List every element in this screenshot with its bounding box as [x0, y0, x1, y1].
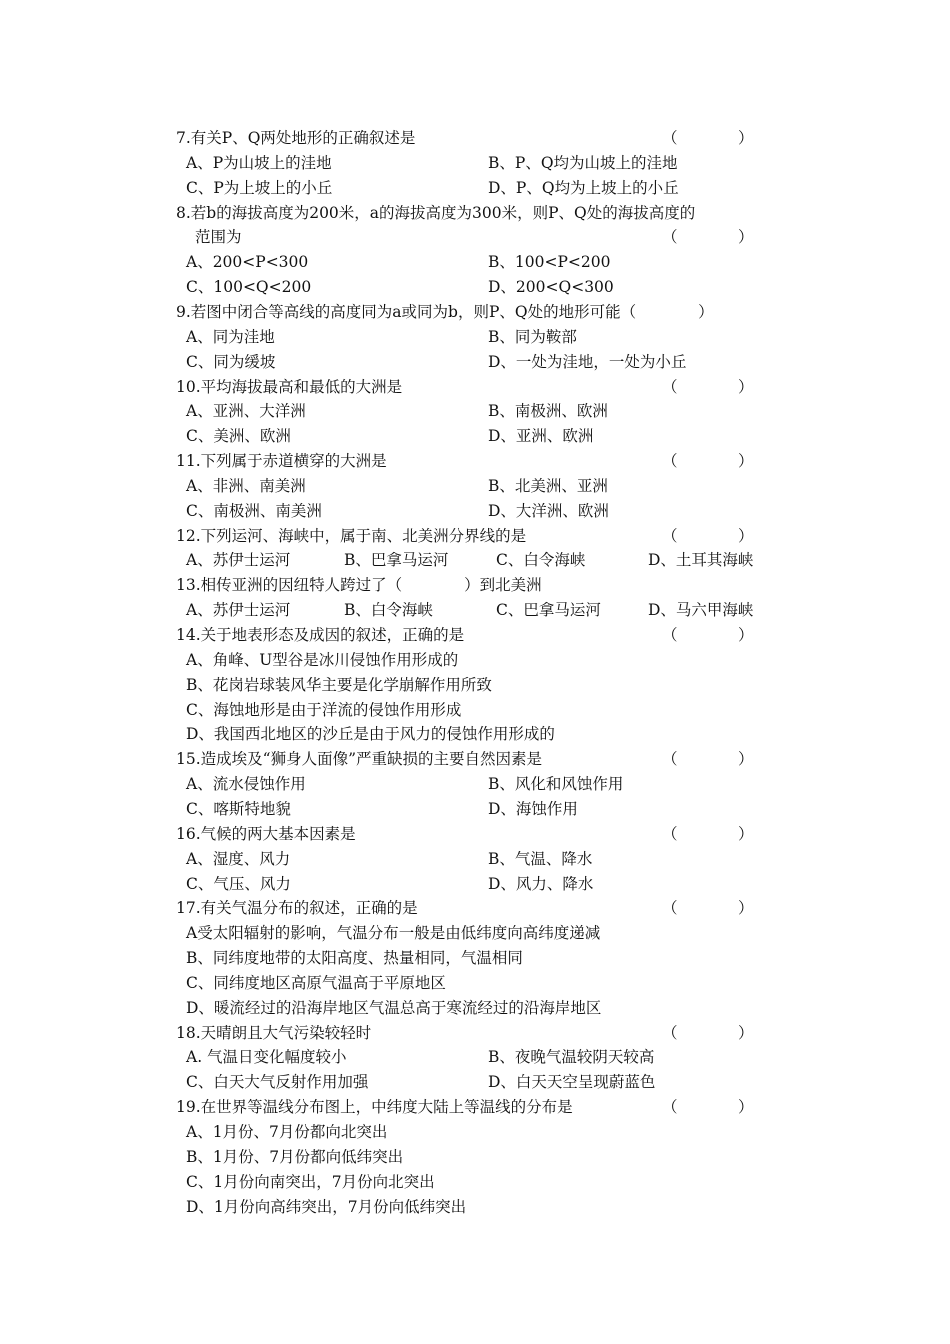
option: A、苏伊士运河 [186, 551, 291, 570]
option: D、P、Q均为上坡上的小丘 [488, 178, 679, 197]
option-row [0, 275, 950, 300]
option: B、风化和风蚀作用 [488, 775, 624, 794]
option: C、同纬度地区高原气温高于平原地区 [186, 973, 446, 992]
question-line [0, 524, 950, 549]
option-row [0, 946, 950, 971]
question-line [0, 126, 950, 151]
option: B、北美洲、亚洲 [488, 476, 608, 495]
option-row [0, 399, 950, 424]
answer-paren-close: ） [738, 1023, 754, 1042]
question-line [0, 747, 950, 772]
option: B、P、Q均为山坡上的洼地 [488, 153, 678, 172]
option: B、同纬度地带的太阳高度、热量相同，气温相同 [186, 949, 523, 968]
answer-paren-open: （ [662, 1098, 678, 1117]
question-stem: 17.有关气温分布的叙述，正确的是 [176, 899, 418, 918]
option-row [0, 1045, 950, 1070]
option: A、流水侵蚀作用 [186, 775, 306, 794]
question-line [0, 449, 950, 474]
question-stem: 19.在世界等温线分布图上，中纬度大陆上等温线的分布是 [176, 1098, 573, 1117]
option-row [0, 424, 950, 449]
answer-paren-close: ） [738, 129, 754, 147]
answer-paren-close: ） [738, 899, 754, 918]
option: B、气温、降水 [488, 849, 593, 868]
question-line [0, 573, 950, 598]
option: D、亚洲、欧洲 [488, 427, 594, 446]
question-line [0, 1095, 950, 1120]
question-stem: 11.下列属于赤道横穿的大洲是 [176, 452, 387, 471]
answer-paren-close: ） [738, 824, 754, 843]
option-row [0, 772, 950, 797]
answer-paren-close: ） [738, 626, 754, 644]
answer-paren-close: ） [738, 750, 754, 769]
answer-paren-close: ） [738, 1098, 754, 1117]
question-stem: 9.若图中闭合等高线的高度同为a或同为b，则P、Q处的地形可能（ ） [176, 302, 714, 321]
question-stem: 7.有关P、Q两处地形的正确叙述是 [176, 129, 416, 147]
answer-paren-close: ） [738, 377, 754, 396]
option: C、白令海峡 [496, 551, 586, 570]
option: B、巴拿马运河 [344, 551, 449, 570]
option: B、花岗岩球装风华主要是化学崩解作用所致 [186, 675, 492, 694]
answer-paren-open: （ [662, 228, 678, 247]
option-row [0, 325, 950, 350]
option-row [0, 722, 950, 747]
answer-paren-open: （ [662, 824, 678, 843]
option: A、P为山坡上的洼地 [186, 153, 332, 172]
option: C、气压、风力 [186, 874, 291, 893]
question-stem: 18.天晴朗且大气污染较轻时 [176, 1023, 372, 1042]
option: C、白天大气反射作用加强 [186, 1073, 369, 1092]
question-line [0, 1021, 950, 1046]
option: D、海蚀作用 [488, 799, 578, 818]
answer-paren-open: （ [662, 452, 678, 471]
option: C、美洲、欧洲 [186, 427, 291, 446]
option: A、角峰、U型谷是冰川侵蚀作用形成的 [186, 650, 459, 669]
option: D、大洋洲、欧洲 [488, 501, 609, 520]
option: A、200<P<300 [186, 253, 309, 272]
option: A、苏伊士运河 [186, 601, 291, 620]
option: D、暖流经过的沿海岸地区气温总高于寒流经过的沿海岸地区 [186, 998, 602, 1017]
option: D、白天天空呈现蔚蓝色 [488, 1073, 656, 1092]
answer-paren-close: ） [738, 228, 754, 247]
option-row [0, 698, 950, 723]
question-stem: 10.平均海拔最高和最低的大洲是 [176, 377, 403, 396]
question-line [0, 822, 950, 847]
option-row [0, 250, 950, 275]
option-row [0, 474, 950, 499]
option-row [0, 176, 950, 201]
option: D、我国西北地区的沙丘是由于风力的侵蚀作用形成的 [186, 725, 555, 744]
option: B、夜晚气温较阴天较高 [488, 1048, 655, 1067]
option: C、P为上坡上的小丘 [186, 178, 333, 197]
option: D、土耳其海峡 [648, 551, 754, 570]
option: B、白令海峡 [344, 601, 433, 620]
option: C、100<Q<200 [186, 278, 312, 297]
option-row [0, 797, 950, 822]
option-row [0, 648, 950, 673]
option-row [0, 151, 950, 176]
option: A、湿度、风力 [186, 849, 291, 868]
option: A、非洲、南美洲 [186, 476, 306, 495]
option: A受太阳辐射的影响，气温分布一般是由低纬度向高纬度递减 [186, 924, 601, 943]
option-row [0, 996, 950, 1021]
question-line [0, 375, 950, 400]
option-row [0, 1145, 950, 1170]
option: D、一处为洼地，一处为小丘 [488, 352, 687, 371]
answer-paren-open: （ [662, 899, 678, 918]
option-row [0, 921, 950, 946]
option-row [0, 350, 950, 375]
option-row [0, 673, 950, 698]
question-line [0, 896, 950, 921]
option-row [0, 1070, 950, 1095]
question-stem-continuation: 范围为 [195, 228, 242, 247]
option-row [0, 1120, 950, 1145]
option: A、亚洲、大洋洲 [186, 402, 306, 421]
option: D、200<Q<300 [488, 278, 614, 297]
option: B、南极洲、欧洲 [488, 402, 608, 421]
answer-paren-open: （ [662, 626, 678, 644]
option: A、1月份、7月份都向北突出 [186, 1123, 388, 1141]
question-line [0, 300, 950, 325]
question-stem: 14.关于地表形态及成因的叙述，正确的是 [176, 626, 465, 644]
question-stem: 12.下列运河、海峡中，属于南、北美洲分界线的是 [176, 526, 527, 545]
answer-paren-open: （ [662, 526, 678, 545]
option: C、同为缓坡 [186, 352, 276, 371]
option: A. 气温日变化幅度较小 [186, 1048, 347, 1067]
answer-paren-open: （ [662, 377, 678, 396]
question-stem: 8.若b的海拔高度为200米，a的海拔高度为300米，则P、Q处的海拔高度的 [176, 203, 696, 222]
option: C、南极洲、南美洲 [186, 501, 322, 520]
option-row [0, 971, 950, 996]
option: C、喀斯特地貌 [186, 799, 291, 818]
question-stem: 16.气候的两大基本因素是 [176, 824, 356, 843]
option-row [0, 499, 950, 524]
answer-paren-open: （ [662, 129, 678, 147]
option: C、1月份向南突出，7月份向北突出 [186, 1172, 435, 1191]
question-continuation-line [0, 225, 950, 250]
option-row [0, 872, 950, 897]
option: D、马六甲海峡 [648, 601, 754, 620]
question-stem: 13.相传亚洲的因纽特人跨过了（ ）到北美洲 [176, 576, 542, 595]
option: C、巴拿马运河 [496, 601, 601, 620]
option: D、1月份向高纬突出，7月份向低纬突出 [186, 1197, 467, 1216]
option-row [0, 548, 950, 573]
question-stem: 15.造成埃及“狮身人面像”严重缺损的主要自然因素是 [176, 750, 542, 769]
answer-paren-open: （ [662, 750, 678, 769]
option: D、风力、降水 [488, 874, 594, 893]
option-row [0, 598, 950, 623]
option: C、海蚀地形是由于洋流的侵蚀作用形成 [186, 700, 462, 719]
option-row [0, 1170, 950, 1195]
option: A、同为洼地 [186, 327, 275, 346]
option: B、100<P<200 [488, 253, 611, 272]
answer-paren-close: ） [738, 452, 754, 471]
option-row [0, 1195, 950, 1220]
question-line [0, 201, 950, 226]
option: B、同为鞍部 [488, 327, 577, 346]
answer-paren-open: （ [662, 1023, 678, 1042]
question-line [0, 623, 950, 648]
option-row [0, 847, 950, 872]
option: B、1月份、7月份都向低纬突出 [186, 1147, 404, 1166]
answer-paren-close: ） [738, 526, 754, 545]
